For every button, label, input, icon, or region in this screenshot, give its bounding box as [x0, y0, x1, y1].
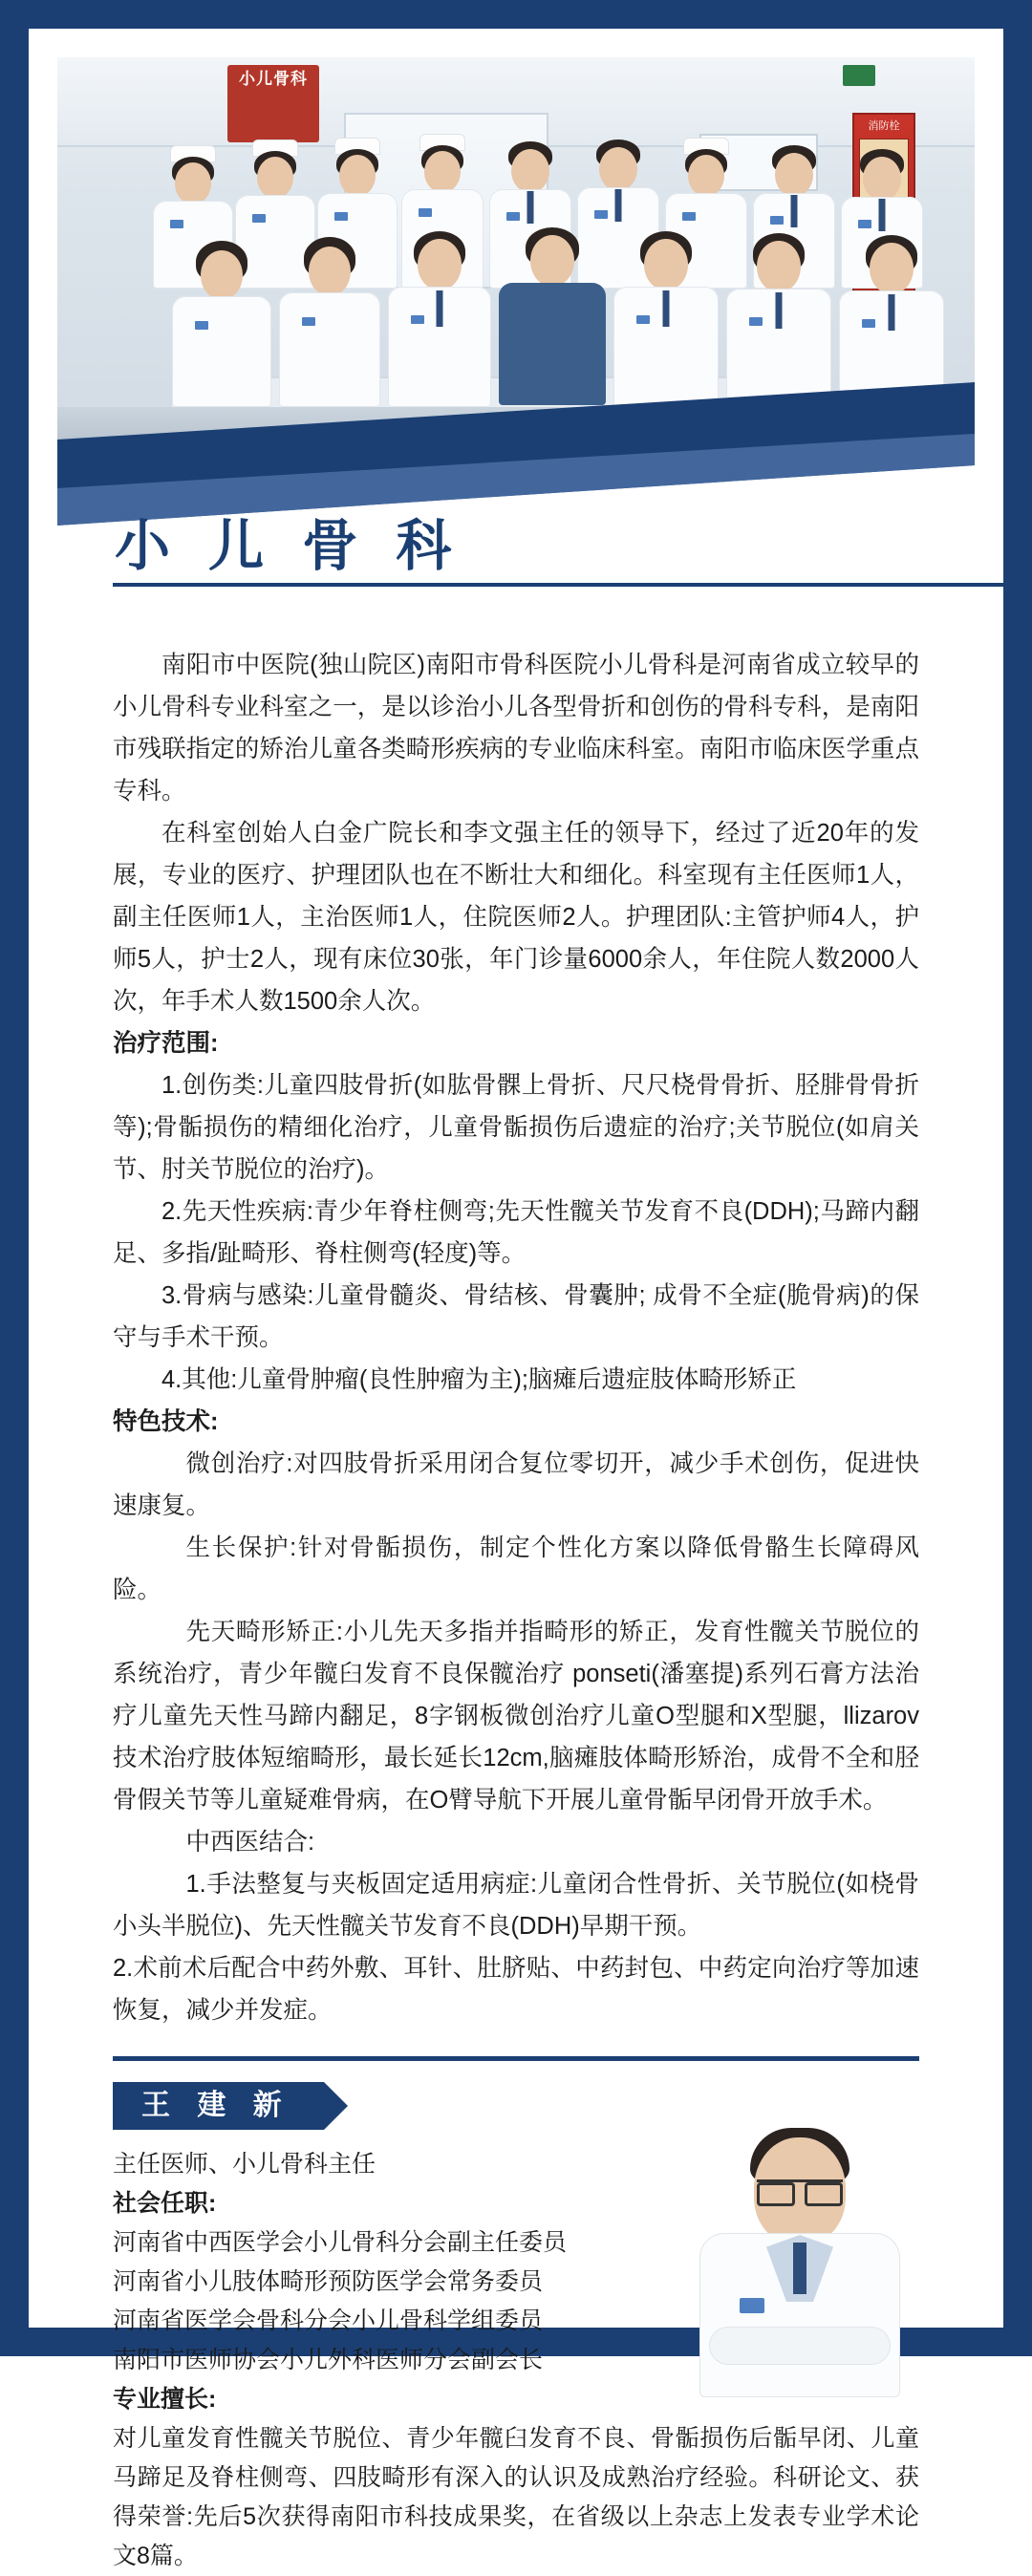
features-item: 微创治疗:对四肢骨折采用闭合复位零切开，减少手术创伤，促进快速康复。	[113, 1450, 919, 1519]
article-body	[57, 640, 975, 2031]
portrait-tie	[793, 2243, 806, 2294]
team-member	[726, 233, 831, 413]
team-member	[499, 227, 606, 413]
team-member	[388, 231, 491, 413]
features-item: 生长保护:针对骨骺损伤，制定个性化方案以降低骨骼生长障碍风险。	[113, 1535, 919, 1603]
doctor-portrait	[680, 2120, 919, 2397]
doctor-name: 王 建 新	[113, 2082, 324, 2130]
team-member	[613, 231, 719, 413]
title-divider	[113, 583, 1021, 587]
social-item: 南阳市医师协会小儿外科医师分会副会长	[113, 2347, 544, 2373]
team-photo	[57, 57, 975, 440]
scope-item: 2.先天性疾病:青少年脊柱侧弯;先天性髋关节发育不良(DDH);马蹄内翻足、多指/趾畸形、脊柱侧弯(轻度)等。	[113, 1198, 919, 1267]
features-heading: 特色技术:	[113, 1408, 219, 1435]
social-item: 河南省中西医学会小儿骨科分会副主任委员	[113, 2229, 568, 2256]
doctor-profile	[113, 2082, 919, 2576]
portrait-badge	[740, 2298, 764, 2313]
skill-text: 对儿童发育性髋关节脱位、青少年髋臼发育不良、骨骺损伤后骺早闭、儿童马蹄足及脊柱侧弯、四肢畸形有深入的认识及成熟治疗经验。科研论文、获得荣誉:先后5次获得南阳市科技成果奖，在省级以上杂志上发表专业学术论文8篇。	[113, 2425, 919, 2569]
fire-cabinet-label: 消防栓	[868, 120, 900, 132]
features-item: 先天畸形矫正:小儿先天多指并指畸形的矫正，发育性髋关节脱位的系统治疗，青少年髋臼发育不良保髋治疗 ponseti(潘塞提)系列石膏方法治疗儿童先天性马蹄内翻足，8字钢板微创治疗儿童O型腿和X型腿，llizarov技术治疗肢体短缩畸形，最长延长12cm,脑瘫肢体畸形矫治，成骨不全和胫骨假关节等儿童疑难骨病，在O臂导航下开展儿童骨骺早闭骨开放手术。	[113, 1619, 919, 1814]
team-member	[172, 241, 271, 413]
exit-sign-icon	[843, 65, 875, 86]
tcm-item: 2.术前术后配合中药外敷、耳针、肚脐贴、中药封包、中药定向治疗等加速恢复，减少并发症。	[113, 1955, 919, 2024]
tcm-heading: 中西医结合:	[185, 1829, 315, 1856]
title-banner	[57, 440, 975, 640]
team-member	[279, 237, 380, 413]
social-item: 河南省医学会骨科分会小儿骨科学组委员	[113, 2308, 544, 2334]
page-title: 小 儿 骨 科	[115, 515, 463, 577]
intro-paragraph-2: 在科室创始人白金广院长和李文强主任的领导下，经过了近20年的发展，专业的医疗、护理团队也在不断壮大和细化。科室现有主任医师1人，副主任医师1人，主治医师1人，住院医师2人。护理团队:主管护师4人，护师5人，护士2人，现有床位30张，年门诊量6000余人，年住院人数2000人次，年手术人数1500余人次。	[113, 820, 919, 1015]
tcm-item: 1.手法整复与夹板固定适用病症:儿童闭合性骨折、关节脱位(如桡骨小头半脱位)、先天性髋关节发育不良(DDH)早期干预。	[113, 1871, 919, 1940]
doctor-title: 主任医师、小儿骨科主任	[113, 2151, 376, 2178]
intro-paragraph-1: 南阳市中医院(独山院区)南阳市骨科医院小儿骨科是河南省成立较早的小儿骨科专业科室之一，是以诊治小儿各型骨折和创伤的骨科专科，是南阳市残联指定的矫治儿童各类畸形疾病的专业临床科室。南阳市临床医学重点专科。	[113, 652, 919, 805]
poster-inner	[57, 57, 975, 2569]
social-heading: 社会任职:	[113, 2190, 217, 2217]
doctor-divider	[113, 2056, 919, 2061]
scope-heading: 治疗范围:	[113, 1030, 219, 1057]
scope-item: 1.创伤类:儿童四肢骨折(如肱骨髁上骨折、尺尺桡骨骨折、胫腓骨骨折等);骨骺损伤的精细化治疗，儿童骨骺损伤后遗症的治疗;关节脱位(如肩关节、肘关节脱位的治疗)。	[113, 1072, 919, 1183]
skill-heading: 专业擅长:	[113, 2386, 217, 2413]
social-item: 河南省小儿肢体畸形预防医学会常务委员	[113, 2268, 544, 2295]
glasses-icon	[757, 2179, 843, 2201]
portrait-arms	[709, 2327, 891, 2365]
scope-item: 3.骨病与感染:儿童骨髓炎、骨结核、骨囊肿; 成骨不全症(脆骨病)的保守与手术干预。	[113, 1282, 919, 1351]
scope-item: 4.其他:儿童骨肿瘤(良性肿瘤为主);脑瘫后遗症肢体畸形矫正	[161, 1366, 797, 1393]
wall-sign: 小儿骨科	[227, 65, 319, 142]
